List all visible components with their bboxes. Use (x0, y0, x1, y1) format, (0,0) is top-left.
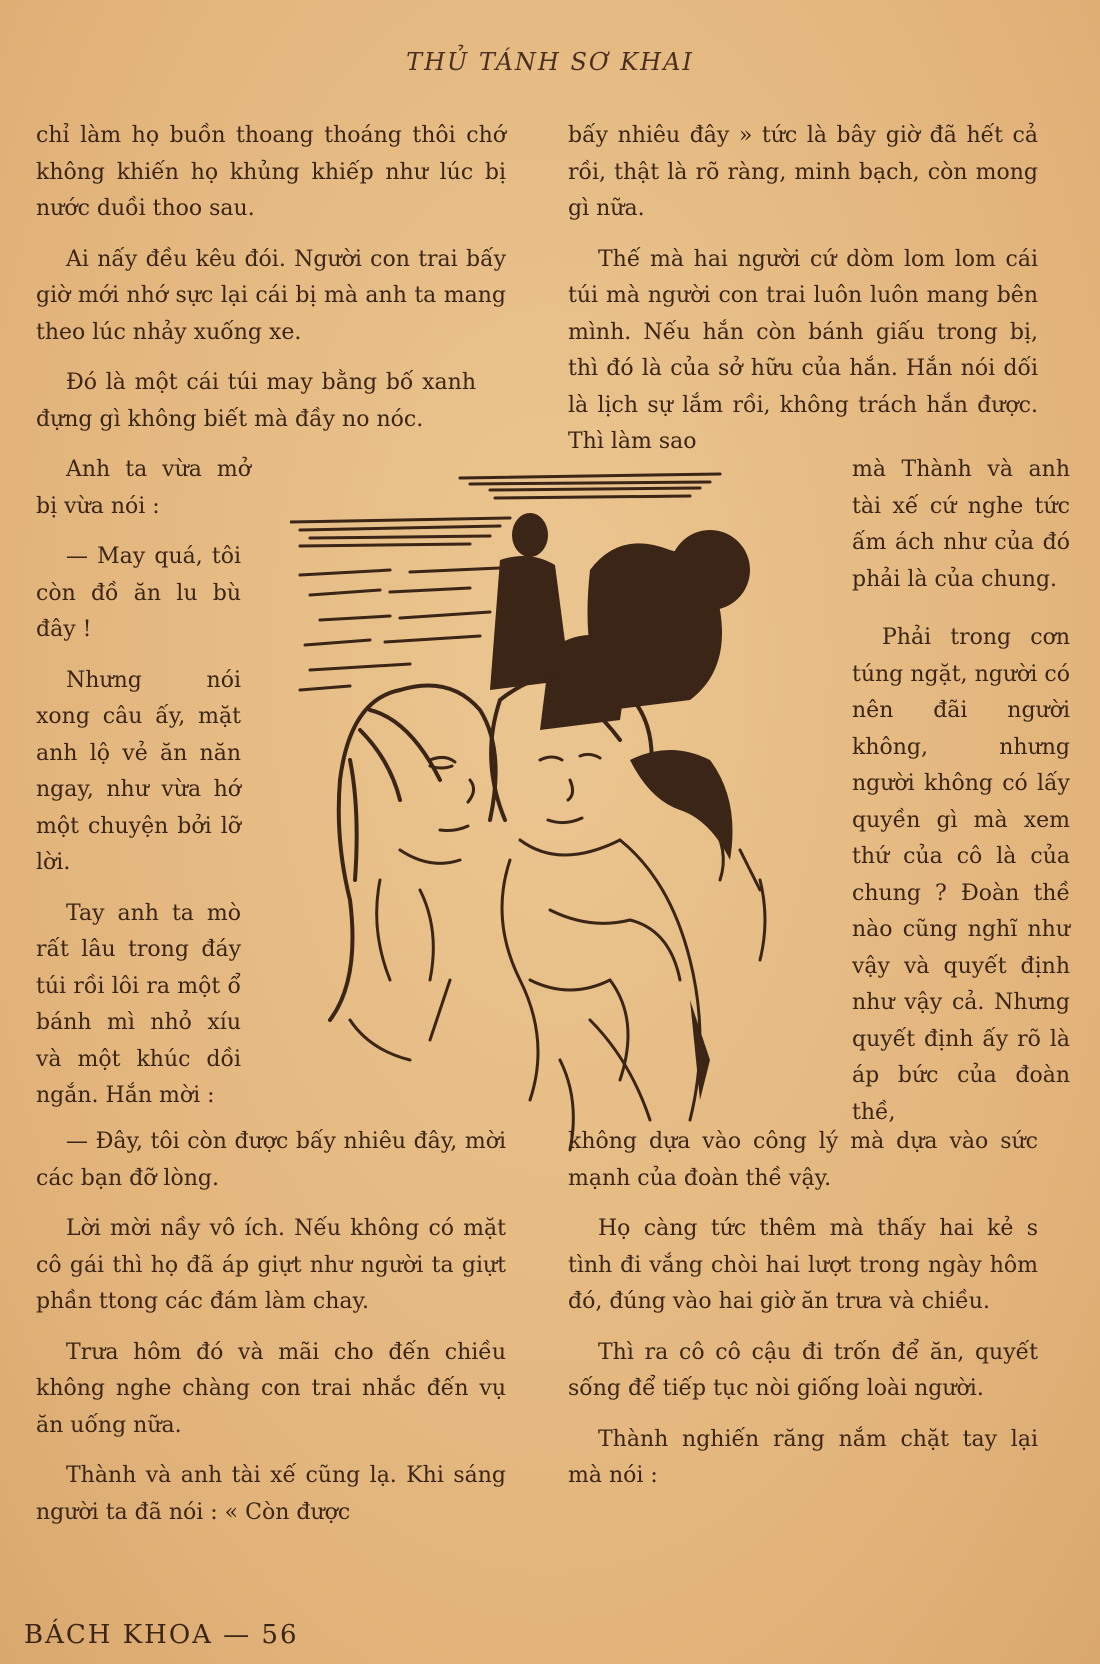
paragraph: — Đây, tôi còn được bấy nhiêu đây, mời các bạn đỡ lòng. (36, 1129, 506, 1191)
paragraph: Trưa hôm đó và mãi cho đến chiều không nghe chàng con trai nhắc đến vụ ăn uống nữa. (36, 1339, 506, 1438)
paragraph: chỉ làm họ buồn thoang thoáng thôi chớ không khiến họ khủng khiếp như lúc bị nước duồi thoo sau. (36, 123, 506, 221)
paragraph: Thành nghiến răng nắm chặt tay lại mà nói : (568, 1426, 1038, 1488)
paragraph: Thành và anh tài xế cũng lạ. Khi sáng người ta đã nói : « Còn được (36, 1463, 506, 1525)
paragraph: Đó là một cái túi may bằng bố xanh đựng gì không biết mà đầy no nóc. (36, 370, 476, 432)
right-column (568, 118, 1068, 461)
left-column-lower (36, 1124, 536, 1545)
paragraph: bấy nhiêu đây » tức là bây giờ đã hết cả rồi, thật là rõ ràng, minh bạch, còn mong gì nữa. (568, 123, 1038, 221)
right-wrap-column (852, 452, 1070, 1141)
paragraph: Tay anh ta mò rất lâu trong đáy túi rồi lôi ra một ổ bánh mì nhỏ xíu và một khúc dồi ngắn. Hắn mời : (36, 900, 241, 1108)
paragraph: Phải trong cơn túng ngặt, người có nên đãi người không, nhưng người không có lấy quyền gì mà xem thứ của cô là của chung ? Đoàn thề nào cũng nghĩ như vậy và quyết định như vậy cả. Nhưng quyết định ấy rõ là áp bức của đoàn thề, (852, 625, 1070, 1125)
paragraph: Nhưng nói xong câu ấy, mặt anh lộ vẻ ăn năn ngay, như vừa hớ một chuyện bởi lỡ lời. (36, 667, 241, 875)
paragraph: Họ càng tức thêm mà thấy hai kẻ s tình đi vắng chòi hai lượt trong ngày hôm đó, đúng vào hai giờ ăn trưa và chiều. (568, 1216, 1038, 1314)
illustration-woodcut (290, 460, 830, 1160)
paragraph: không dựa vào công lý mà dựa vào sức mạnh của đoàn thề vậy. (568, 1129, 1038, 1191)
running-header: THỦ TÁNH SƠ KHAI (406, 48, 694, 76)
paragraph: — May quá, tôi còn đồ ăn lu bù đây ! (36, 544, 241, 642)
right-column-lower (568, 1124, 1068, 1509)
paragraph: Lời mời nầy vô ích. Nếu không có mặt cô gái thì họ đã áp giựt như người ta giựt phần ttong các đám làm chay. (36, 1216, 506, 1314)
paragraph: Anh ta vừa mở bị vừa nói : (36, 457, 251, 519)
paragraph: Thì ra cô cô cậu đi trốn để ăn, quyết sống để tiếp tục nòi giống loài người. (568, 1339, 1038, 1401)
paragraph: mà Thành và anh tài xế cứ nghe tức ấm ách như của đó phải là của chung. (852, 457, 1070, 592)
page-footer: BÁCH KHOA — 56 (24, 1620, 299, 1650)
paragraph: Thế mà hai người cứ dòm lom lom cái túi mà người con trai luôn luôn mang bên mình. Nếu hắn còn bánh giấu trong bị, thì đó là của sở hữu của hắn. Hắn nói dối là lịch sự lắm rồi, không trách hắn được. Thì làm sao (568, 246, 1038, 454)
paragraph: Ai nấy đều kêu đói. Người con trai bấy giờ mới nhớ sực lại cái bị mà anh ta mang theo lúc nhảy xuống xe. (36, 246, 506, 345)
